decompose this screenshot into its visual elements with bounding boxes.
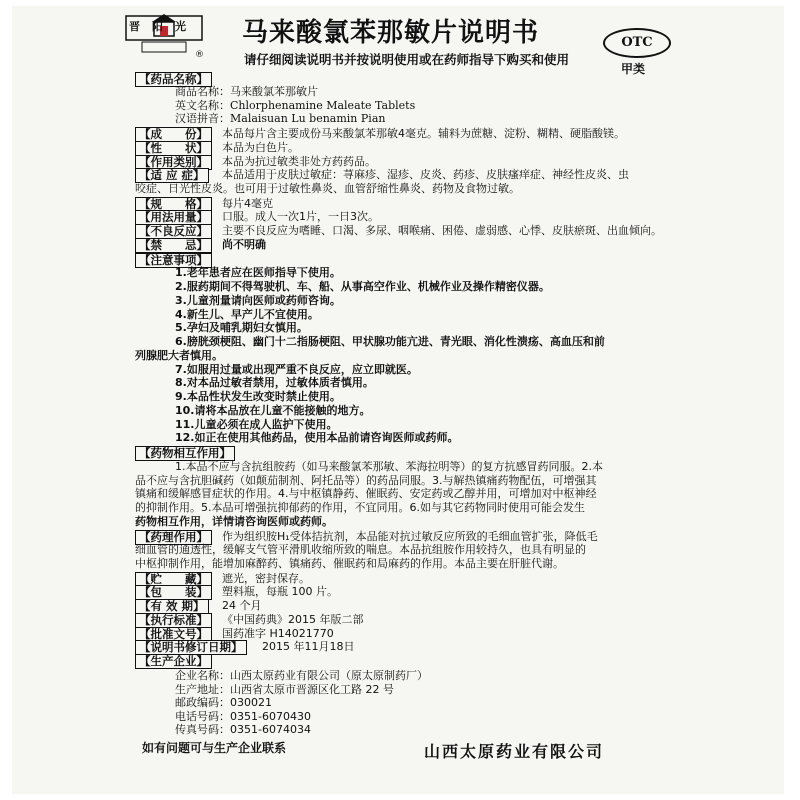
leaflet-header (12, 6, 784, 76)
storage-text: 遮光，密封保存。 (222, 571, 310, 585)
approval-text: 国药准字 H14021770 (222, 626, 334, 640)
pharmacology-line: 细血管的通透性，缓解支气管平滑肌收缩所致的喘息。本品抗组胺作用较持久，也具有明显的 (135, 543, 586, 557)
section-label-standard: 【执行标准】 (135, 613, 212, 628)
section-label-storage: 【贮 藏】 (135, 572, 212, 587)
precaution-item: 10.请将本品放在儿童不能接触的地方。 (175, 403, 371, 417)
company-footer: 山西太原药业有限公司 (424, 741, 605, 761)
interactions-line: 1.本品不应与含抗组胺药（如马来酸氯苯那敏、苯海拉明等）的复方抗感冒药同服。2.本 (175, 459, 603, 473)
character-text: 本品为白色片。 (222, 140, 299, 154)
section-label-manufacturer: 【生产企业】 (135, 654, 212, 669)
action-category-text: 本品为抗过敏类非处方药药品。 (222, 154, 376, 168)
indications-line: 本品适用于皮肤过敏症：荨麻疹、湿疹、皮炎、药疹、皮肤瘙痒症、神经性皮炎、虫 (222, 168, 629, 182)
specification-text: 每片4毫克 (222, 196, 273, 210)
otc-badge: OTC (603, 28, 671, 58)
precaution-item: 4.新生儿、早产儿不宜使用。 (175, 307, 319, 321)
section-label-ingredients: 【成 份】 (135, 127, 212, 142)
section-label-indications: 【适 应 症】 (135, 168, 209, 183)
interactions-line: 的抑制作用。5.本品可增强抗抑郁药的作用，不宜同用。6.如与其它药物同时使用可能会发生 (135, 501, 585, 515)
section-label-character: 【性 状】 (135, 141, 212, 156)
revision-text: 2015 年11月18日 (262, 640, 355, 654)
section-label-specification: 【规 格】 (135, 197, 212, 212)
drug-name-line: 英文名称：Chlorphenamine Maleate Tablets (175, 98, 416, 112)
precaution-item: 8.对本品过敏者禁用，过敏体质者慎用。 (175, 376, 374, 390)
dosage-text: 口服。成人一次1片，一日3次。 (222, 210, 379, 224)
section-label-action-category: 【作用类别】 (135, 155, 212, 170)
interactions-line: 品不应与含抗胆碱药（如颠茄制剂、阿托品等）的药品同服。3.与解热镇痛药物配伍，可增强其 (135, 473, 597, 487)
ingredients-text: 本品每片含主要成份马来酸氯苯那敏4毫克。辅料为蔗糖、淀粉、糊精、硬脂酸镁。 (222, 127, 625, 141)
interactions-line: 镇痛和缓解感冒症状的作用。4.与中枢镇静药、催眠药、安定药或乙醇并用，可增加对中枢神经 (135, 487, 597, 501)
section-label-interactions: 【药物相互作用】 (135, 446, 235, 461)
pharmacology-line: 中枢抑制作用，能增加麻醉药、镇痛药、催眠药和局麻药的作用。本品主要在肝脏代谢。 (135, 557, 564, 571)
precaution-item: 1.老年患者应在医师指导下使用。 (175, 266, 341, 280)
precaution-item: 6.膀胱颈梗阻、幽门十二指肠梗阻、甲状腺功能亢进、青光眼、消化性溃疡、高血压和前 (175, 335, 605, 349)
drug-name-line: 汉语拼音：Malaisuan Lu benamin Pian (175, 112, 386, 126)
precaution-item: 7.如服用过量或出现严重不良反应，应立即就医。 (175, 362, 418, 376)
page-subtitle: 请仔细阅读说明书并按说明使用或在药师指导下购买和使用 (244, 52, 570, 67)
standard-text: 《中国药典》2015 年版二部 (222, 612, 364, 626)
section-label-package: 【包 装】 (135, 585, 212, 600)
validity-text: 24 个月 (222, 599, 262, 613)
manufacturer-line: 传真号码：0351-6074034 (175, 723, 311, 737)
section-label-pharmacology: 【药理作用】 (135, 530, 212, 545)
precaution-item: 11.儿童必须在成人监护下使用。 (175, 417, 338, 431)
manufacturer-line: 生产地址：山西省太原市晋源区化工路 22 号 (175, 682, 394, 696)
section-label-approval: 【批准文号】 (135, 627, 212, 642)
section-label-drug-name: 【药品名称】 (135, 72, 212, 87)
precaution-item: 5.孕妇及哺乳期妇女慎用。 (175, 321, 308, 335)
precaution-item: 12.如正在使用其他药品，使用本品前请咨询医师或药师。 (175, 431, 459, 445)
brand-logo-text: 晋阳光 (129, 20, 198, 33)
section-label-adverse-reactions: 【不良反应】 (135, 224, 212, 239)
precaution-item: 9.本品性状发生改变时禁止使用。 (175, 390, 341, 404)
manufacturer-line: 电话号码：0351-6070430 (175, 709, 311, 723)
page-title: 马来酸氯苯那敏片说明书 (242, 18, 540, 48)
section-label-precautions: 【注意事项】 (135, 253, 212, 268)
section-label-dosage: 【用法用量】 (135, 210, 212, 225)
interactions-line: 药物相互作用，详情请咨询医师或药师。 (135, 514, 333, 528)
manufacturer-line: 邮政编码：030021 (175, 696, 272, 710)
section-label-contraindications: 【禁 忌】 (135, 238, 212, 253)
contraindications-text: 尚不明确 (222, 237, 266, 251)
package-text: 塑料瓶，每瓶 100 片。 (222, 585, 338, 599)
manufacturer-line: 企业名称：山西太原药业有限公司（原太原制药厂） (175, 669, 428, 683)
precaution-item: 3.儿童剂量请向医师或药师咨询。 (175, 293, 341, 307)
pharmacology-line: 作为组织胺H₁受体拮抗剂，本品能对抗过敏反应所致的毛细血管扩张，降低毛 (222, 529, 598, 543)
contact-note: 如有问题可与生产企业联系 (142, 740, 287, 755)
precaution-item-continued: 列腺肥大者慎用。 (135, 348, 223, 362)
drug-name-line: 商品名称：马来酸氯苯那敏片 (175, 84, 318, 98)
section-label-validity: 【有 效 期】 (135, 599, 209, 614)
adverse-reactions-text: 主要不良反应为嗜睡、口渴、多尿、咽喉痛、困倦、虚弱感、心悸、皮肤瘀斑、出血倾向。 (222, 224, 662, 238)
indications-line: 咬症、日光性皮炎。也可用于过敏性鼻炎、血管舒缩性鼻炎、药物及食物过敏。 (135, 182, 520, 196)
registered-mark: ® (195, 50, 204, 60)
section-label-revision: 【说明书修订日期】 (135, 640, 247, 655)
precaution-item: 2.服药期间不得驾驶机、车、船、从事高空作业、机械作业及操作精密仪器。 (175, 280, 550, 294)
brand-logo (124, 12, 204, 54)
otc-category: 甲类 (621, 62, 646, 76)
leaflet-page (12, 6, 784, 794)
